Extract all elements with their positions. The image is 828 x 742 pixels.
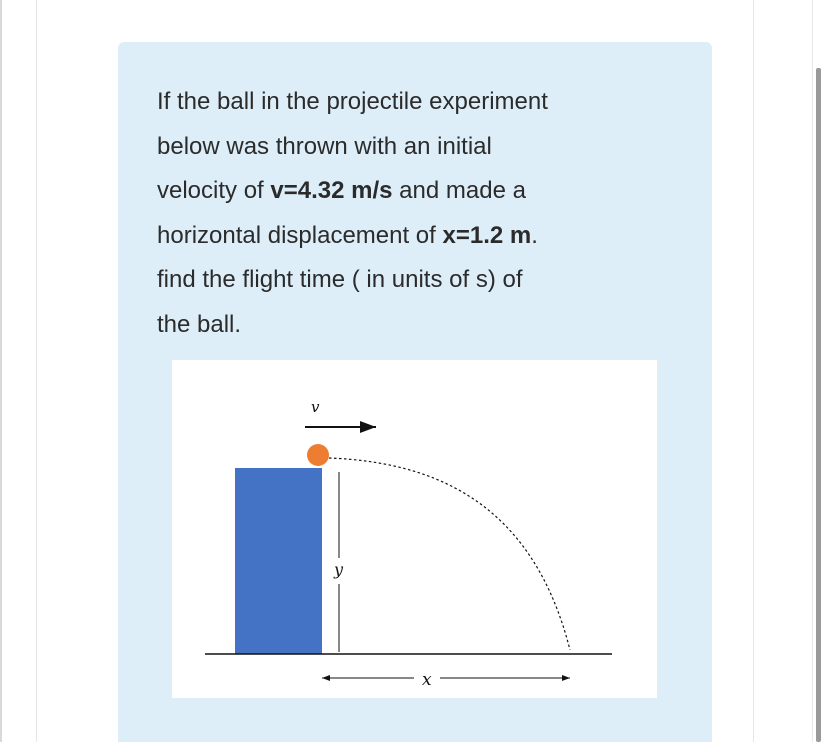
- left-edge-divider: [0, 0, 2, 742]
- projectile-figure: [172, 360, 657, 698]
- question-line-2: below was thrown with an initial: [157, 132, 492, 160]
- height-label: y: [334, 560, 344, 579]
- projectile-diagram: [172, 360, 657, 698]
- question-line-4-prefix: horizontal displacement of: [157, 221, 443, 249]
- question-line-4-suffix: .: [531, 221, 538, 249]
- velocity-value: v=4.32 m/s: [270, 177, 393, 204]
- question-card: [118, 42, 712, 742]
- velocity-label: v: [311, 398, 320, 416]
- scrollbar-thumb[interactable]: [816, 68, 821, 742]
- trajectory-path: [329, 458, 570, 650]
- question-line-6: the ball.: [157, 310, 242, 338]
- launch-platform: [235, 468, 322, 654]
- question-line-1: If the ball in the projectile experiment: [157, 88, 548, 115]
- displacement-value: x=1.2 m: [442, 221, 532, 249]
- question-line-3-prefix: velocity of: [157, 177, 271, 204]
- question-line-5: find the flight time ( in units of s) of: [157, 266, 523, 293]
- displacement-label: x: [422, 670, 432, 690]
- scroll-track: [812, 0, 813, 742]
- ball: [307, 444, 329, 466]
- question-text: [157, 80, 697, 347]
- question-line-3-suffix: and made a: [392, 177, 526, 204]
